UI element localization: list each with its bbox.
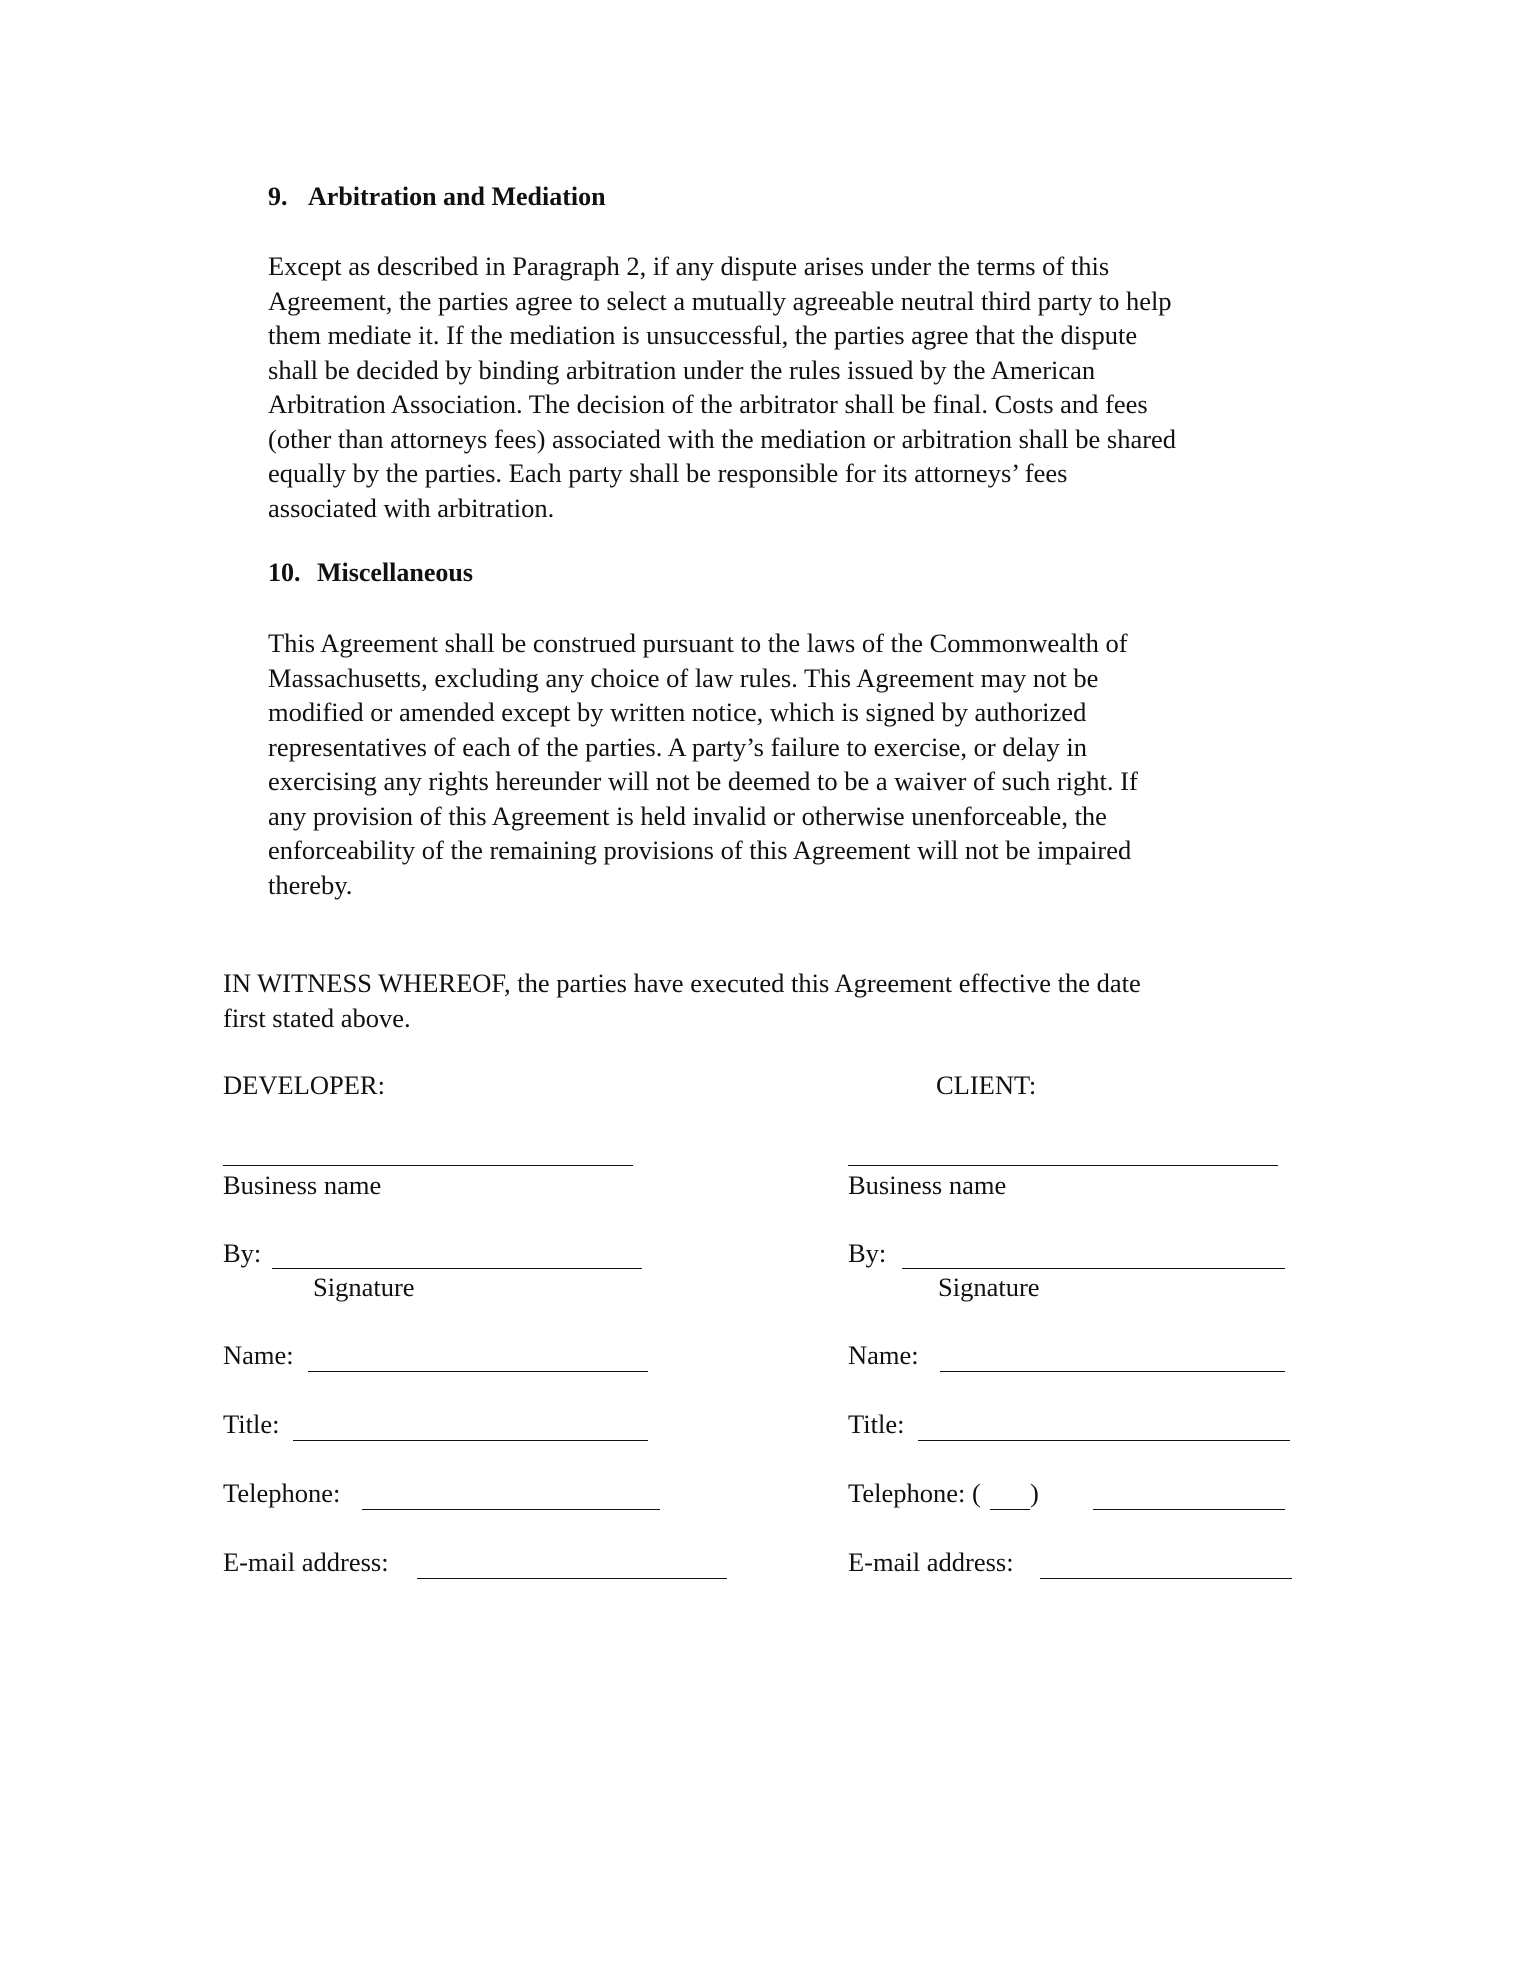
client-telephone-label: Telephone: ( [848,1478,981,1508]
paragraph-line: This Agreement shall be construed pursuant to the laws of the Commonwealth of [268,628,1128,658]
developer-title-field[interactable] [293,1440,648,1441]
developer-telephone-field[interactable] [362,1509,660,1510]
paragraph-line: Arbitration Association. The decision of the arbitrator shall be final. Costs and fees [268,389,1148,419]
developer-name-label: Name: [223,1340,294,1370]
paragraph-line: equally by the parties. Each party shall be responsible for its attorneys’ fees [268,458,1068,488]
client-area-code-field[interactable] [990,1509,1030,1510]
section-title: Miscellaneous [317,558,473,587]
paragraph-line: modified or amended except by written notice, which is signed by authorized [268,697,1087,727]
section-10-body [268,626,1328,902]
client-email-label: E-mail address: [848,1547,1014,1577]
developer-business-name-label: Business name [223,1170,382,1200]
paragraph-line: them mediate it. If the mediation is unsuccessful, the parties agree that the dispute [268,320,1138,350]
paragraph-line: exercising any rights hereunder will not be deemed to be a waiver of such right. If [268,766,1138,796]
client-email-field[interactable] [1040,1578,1292,1579]
paragraph-line: Massachusetts, excluding any choice of law rules. This Agreement may not be [268,662,1099,693]
client-telephone-field[interactable] [1093,1509,1285,1510]
paragraph-line: Agreement, the parties agree to select a mutually agreeable neutral third party to help [268,285,1172,316]
client-title-field[interactable] [918,1440,1290,1441]
developer-by-label: By: [223,1238,262,1268]
client-title-label: Title: [848,1409,905,1439]
developer-email-field[interactable] [417,1578,727,1579]
section-number: 10. [268,558,301,587]
client-by-label: By: [848,1238,887,1268]
developer-signature-field[interactable] [272,1268,642,1269]
client-name-field[interactable] [940,1371,1285,1372]
section-9-heading [268,182,606,212]
client-signature-caption: Signature [938,1272,1040,1302]
client-business-name-label: Business name [848,1170,1007,1200]
paragraph-line: any provision of this Agreement is held invalid or otherwise unenforceable, the [268,800,1107,831]
client-telephone-paren-close: ) [1030,1478,1039,1508]
paragraph-line: representatives of each of the parties. A party’s failure to exercise, or delay in [268,731,1087,762]
client-business-name-field[interactable] [848,1165,1278,1166]
developer-signature-caption: Signature [313,1272,415,1302]
developer-telephone-label: Telephone: [223,1478,341,1508]
witness-line: IN WITNESS WHEREOF, the parties have executed this Agreement effective the date [223,968,1141,998]
section-10-heading [268,558,473,588]
paragraph-line: shall be decided by binding arbitration under the rules issued by the American [268,354,1096,385]
paragraph-line: (other than attorneys fees) associated with the mediation or arbitration shall be shared [268,423,1177,454]
paragraph-line: associated with arbitration. [268,492,555,523]
developer-title-label: Title: [223,1409,280,1439]
paragraph-line: Except as described in Paragraph 2, if any dispute arises under the terms of this [268,251,1110,281]
client-heading: CLIENT: [936,1070,1037,1100]
developer-name-field[interactable] [308,1371,648,1372]
section-number: 9. [268,182,288,211]
witness-line: first stated above. [223,1002,411,1033]
section-title: Arbitration and Mediation [308,182,606,211]
client-signature-field[interactable] [902,1268,1285,1269]
developer-heading: DEVELOPER: [223,1070,385,1100]
client-name-label: Name: [848,1340,919,1370]
paragraph-line: enforceability of the remaining provisions of this Agreement will not be impaired [268,835,1132,865]
paragraph-line: thereby. [268,869,353,900]
section-9-body [268,249,1328,525]
developer-email-label: E-mail address: [223,1547,389,1577]
developer-business-name-field[interactable] [223,1165,633,1166]
witness-clause [223,966,1323,1035]
